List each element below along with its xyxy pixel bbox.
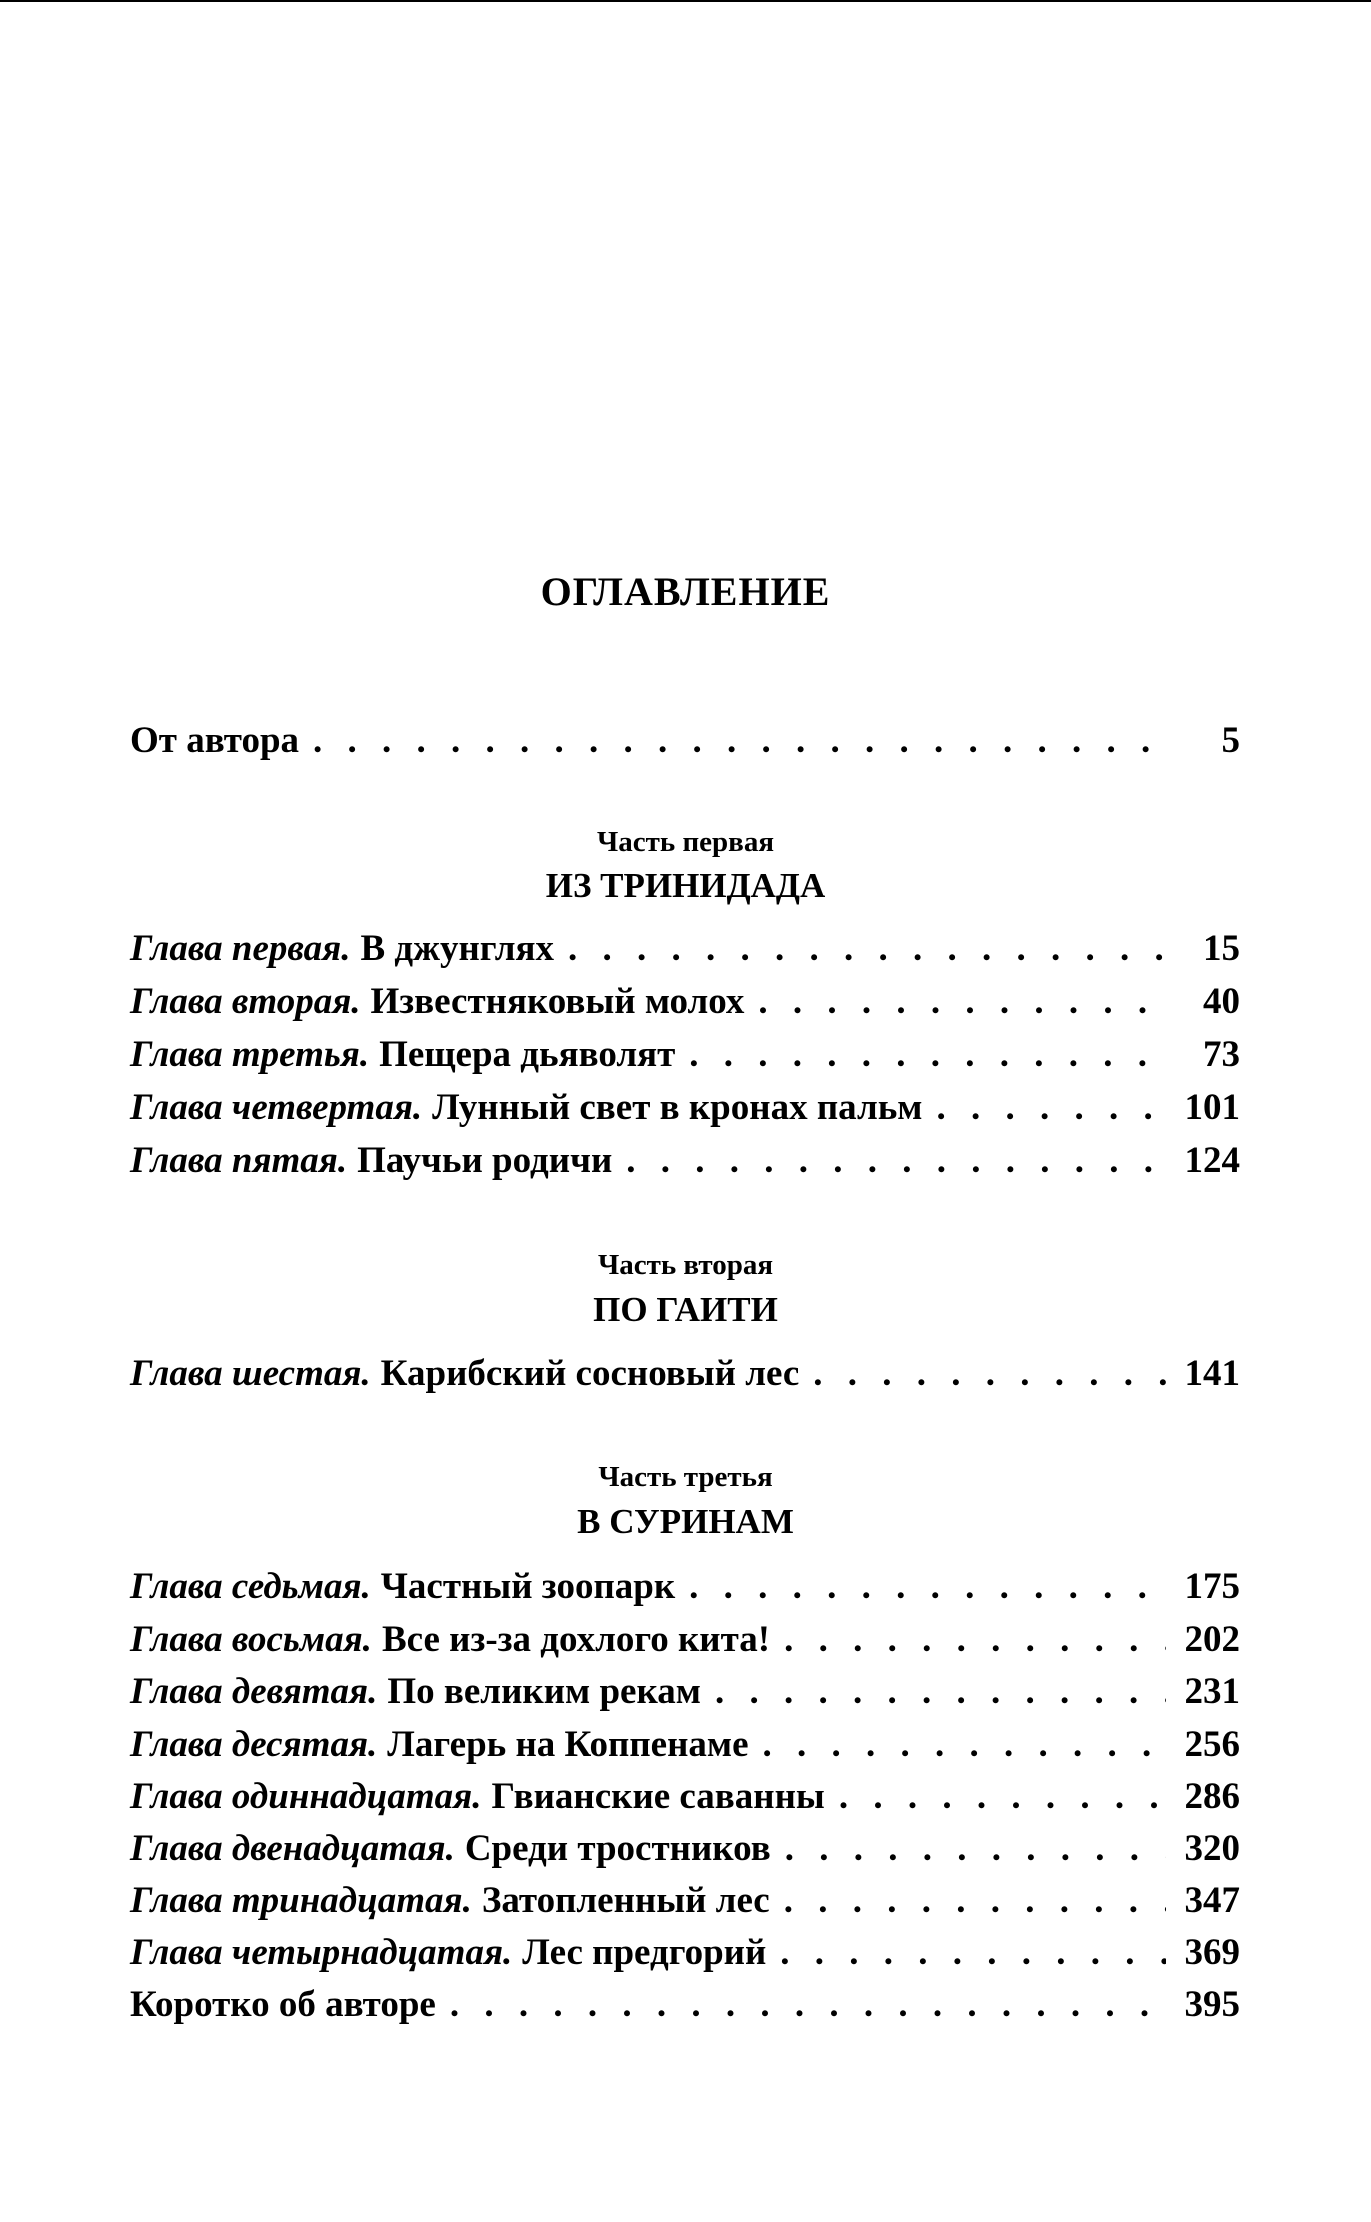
toc-row-chapter[interactable] — [130, 1726, 1240, 1763]
dot-leader — [313, 722, 1166, 759]
toc-page-number: 286 — [1184, 1776, 1240, 1817]
toc-row-chapter[interactable] — [130, 1355, 1240, 1392]
toc-row-intro[interactable] — [130, 722, 1240, 759]
chapter-title: Гвианские саванны — [491, 1776, 825, 1817]
toc-page-number: 40 — [1203, 981, 1240, 1022]
chapter-number: Глава двенадцатая. — [130, 1828, 455, 1869]
toc-page-number: 347 — [1184, 1880, 1240, 1921]
toc-page-number: 369 — [1184, 1932, 1240, 1973]
toc-row-chapter[interactable] — [130, 1778, 1240, 1815]
toc-page-number: 395 — [1184, 1984, 1240, 2025]
toc-page-number: 101 — [1184, 1087, 1240, 1128]
toc-row-chapter[interactable] — [130, 983, 1240, 1020]
toc-page-number: 202 — [1184, 1619, 1240, 1660]
toc-row-chapter[interactable] — [130, 1036, 1240, 1073]
dot-leader — [758, 983, 1166, 1020]
chapter-number: Глава четырнадцатая. — [130, 1932, 513, 1973]
toc-row-outro[interactable] — [130, 1986, 1240, 2023]
toc-row-chapter[interactable] — [130, 1934, 1240, 1971]
dot-leader — [689, 1036, 1166, 1073]
dot-leader — [568, 930, 1166, 967]
chapter-title: Среди тростников — [464, 1828, 771, 1869]
page-title: ОГЛАВЛЕНИЕ — [540, 569, 831, 614]
chapter-number: Глава первая. — [130, 928, 351, 969]
toc-page-number: 73 — [1203, 1034, 1240, 1075]
toc-page-number: 231 — [1184, 1671, 1240, 1712]
chapter-number: Глава девятая. — [130, 1671, 378, 1712]
part-label: Часть третья — [598, 1461, 773, 1493]
toc-row-chapter[interactable] — [130, 1673, 1240, 1710]
chapter-number: Глава шестая. — [130, 1353, 371, 1394]
dot-leader — [450, 1986, 1166, 2023]
chapter-title: Лагерь на Коппенаме — [387, 1724, 749, 1765]
dot-leader — [839, 1778, 1166, 1815]
part-title: В СУРИНАМ — [577, 1502, 794, 1541]
toc-page-number: 124 — [1184, 1140, 1240, 1181]
part-title: ИЗ ТРИНИДАДА — [545, 866, 826, 905]
chapter-title: Карибский сосновый лес — [380, 1353, 800, 1394]
toc-entry-title: От автора — [130, 720, 300, 761]
toc-row-chapter[interactable] — [130, 1089, 1240, 1126]
toc-row-chapter[interactable] — [130, 1621, 1240, 1658]
chapter-title: Паучьи родичи — [357, 1140, 613, 1181]
chapter-number: Глава тринадцатая. — [130, 1880, 472, 1921]
chapter-title: В джунглях — [360, 928, 554, 969]
chapter-title: Лес предгорий — [522, 1932, 767, 1973]
toc-page-number: 175 — [1184, 1566, 1240, 1607]
toc-row-chapter[interactable] — [130, 930, 1240, 967]
chapter-number: Глава седьмая. — [130, 1566, 371, 1607]
toc-page-number: 256 — [1184, 1724, 1240, 1765]
chapter-number: Глава четвертая. — [130, 1087, 423, 1128]
chapter-title: Затопленный лес — [481, 1880, 770, 1921]
chapter-title: Частный зоопарк — [380, 1566, 676, 1607]
toc-page-number: 141 — [1184, 1353, 1240, 1394]
chapter-number: Глава третья. — [130, 1034, 370, 1075]
chapter-title: По великим рекам — [387, 1671, 701, 1712]
top-border-line — [0, 0, 1371, 2]
part-title: ПО ГАИТИ — [593, 1290, 778, 1329]
toc-entry-title: Коротко об авторе — [130, 1984, 436, 2025]
chapter-title: Известняковый молох — [370, 981, 745, 1022]
chapter-number: Глава десятая. — [130, 1724, 378, 1765]
toc-row-chapter[interactable] — [130, 1142, 1240, 1179]
toc-row-chapter[interactable] — [130, 1882, 1240, 1919]
dot-leader — [937, 1089, 1167, 1126]
dot-leader — [763, 1726, 1166, 1763]
toc-row-chapter[interactable] — [130, 1568, 1240, 1605]
dot-leader — [784, 1882, 1166, 1919]
dot-leader — [689, 1568, 1166, 1605]
chapter-number: Глава пятая. — [130, 1140, 348, 1181]
dot-leader — [784, 1621, 1166, 1658]
chapter-number: Глава одиннадцатая. — [130, 1776, 482, 1817]
dot-leader — [626, 1142, 1166, 1179]
chapter-title: Лунный свет в кронах пальм — [432, 1087, 923, 1128]
chapter-title: Пещера дьяволят — [379, 1034, 676, 1075]
chapter-title: Все из-за дохлого кита! — [381, 1619, 771, 1660]
dot-leader — [780, 1934, 1166, 1971]
dot-leader — [715, 1673, 1166, 1710]
toc-row-chapter[interactable] — [130, 1830, 1240, 1867]
chapter-number: Глава восьмая. — [130, 1619, 372, 1660]
toc-page-number: 320 — [1184, 1828, 1240, 1869]
dot-leader — [813, 1355, 1166, 1392]
chapter-number: Глава вторая. — [130, 981, 361, 1022]
dot-leader — [785, 1830, 1166, 1867]
toc-page-number: 15 — [1203, 928, 1240, 969]
part-label: Часть первая — [596, 826, 775, 858]
part-label: Часть вторая — [597, 1249, 774, 1281]
toc-page-number: 5 — [1221, 720, 1240, 761]
